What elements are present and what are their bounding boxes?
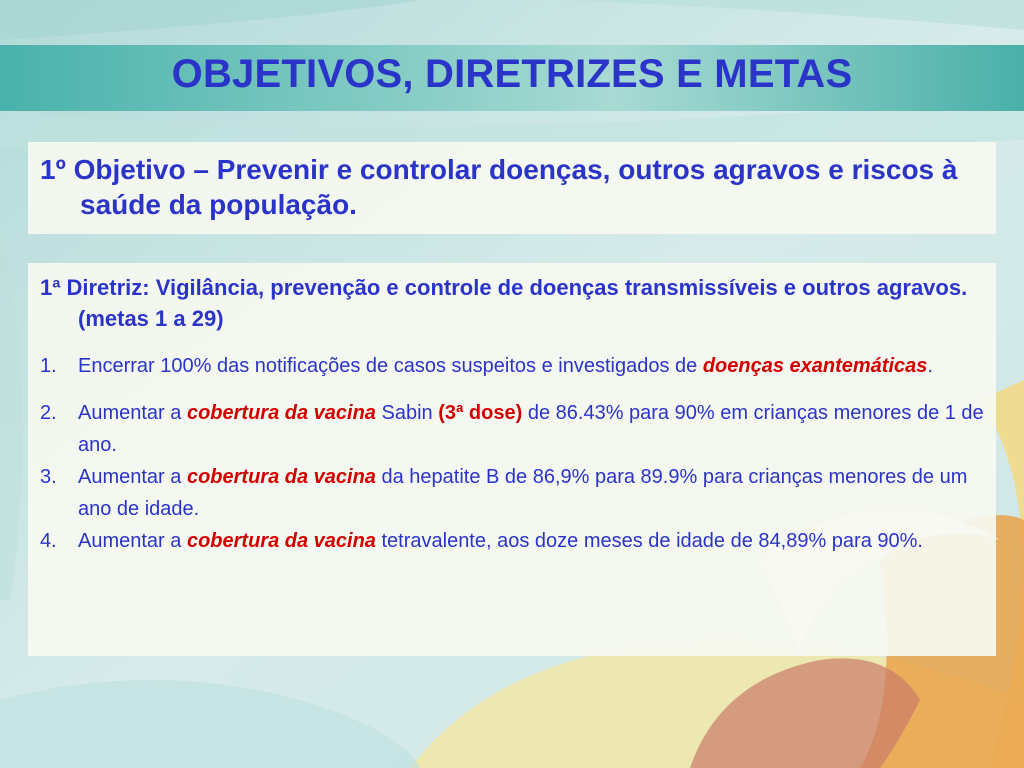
goal-text: Aumentar a [78,530,187,552]
goal-emphasis: cobertura da vacina [186,466,376,488]
goal-text: Encerrar 100% das notificações de casos suspeitos e investigados de [78,355,703,377]
goal-item-3 [40,461,984,525]
goal-item-4 [40,525,984,557]
goal-emphasis: doenças exantemáticas [702,355,928,377]
objective-text: 1º Objetivo – Prevenir e controlar doenças, outros agravos e riscos à saúde da população. [40,154,958,220]
goal-text: Aumentar a [78,466,187,488]
goal-emphasis: cobertura da vacina [186,402,376,424]
goal-text-end: . [927,355,933,377]
goal-dose: (3ª dose) [438,402,523,424]
directive-box [28,263,996,656]
goal-item-1 [40,350,984,382]
goal-text-mid: Sabin [375,402,439,424]
goal-emphasis: cobertura da vacina [186,530,376,552]
directive-text: 1ª Diretriz: Vigilância, prevenção e controle de doenças transmissíveis e outros agravos. (metas 1 a 29) [40,275,968,331]
goal-item-2 [40,397,984,461]
page-title: OBJETIVOS, DIRETRIZES E METAS [171,52,853,96]
goal-text: Aumentar a [78,402,187,424]
goal-number: 1. [40,355,57,377]
goal-number: 4. [40,530,57,552]
goal-text-end: da hepatite B de 86,9% para 89.9% para crianças menores de um ano de idade. [78,466,968,520]
goal-text-end: tetravalente, aos doze meses de idade de 84,89% para 90%. [375,530,923,552]
goal-number: 3. [40,466,57,488]
goals-list [40,350,984,557]
objective-box [28,142,996,234]
goal-text-end: de 86.43% para 90% em crianças menores de 1 de ano. [78,402,984,456]
goal-number: 2. [40,402,57,424]
